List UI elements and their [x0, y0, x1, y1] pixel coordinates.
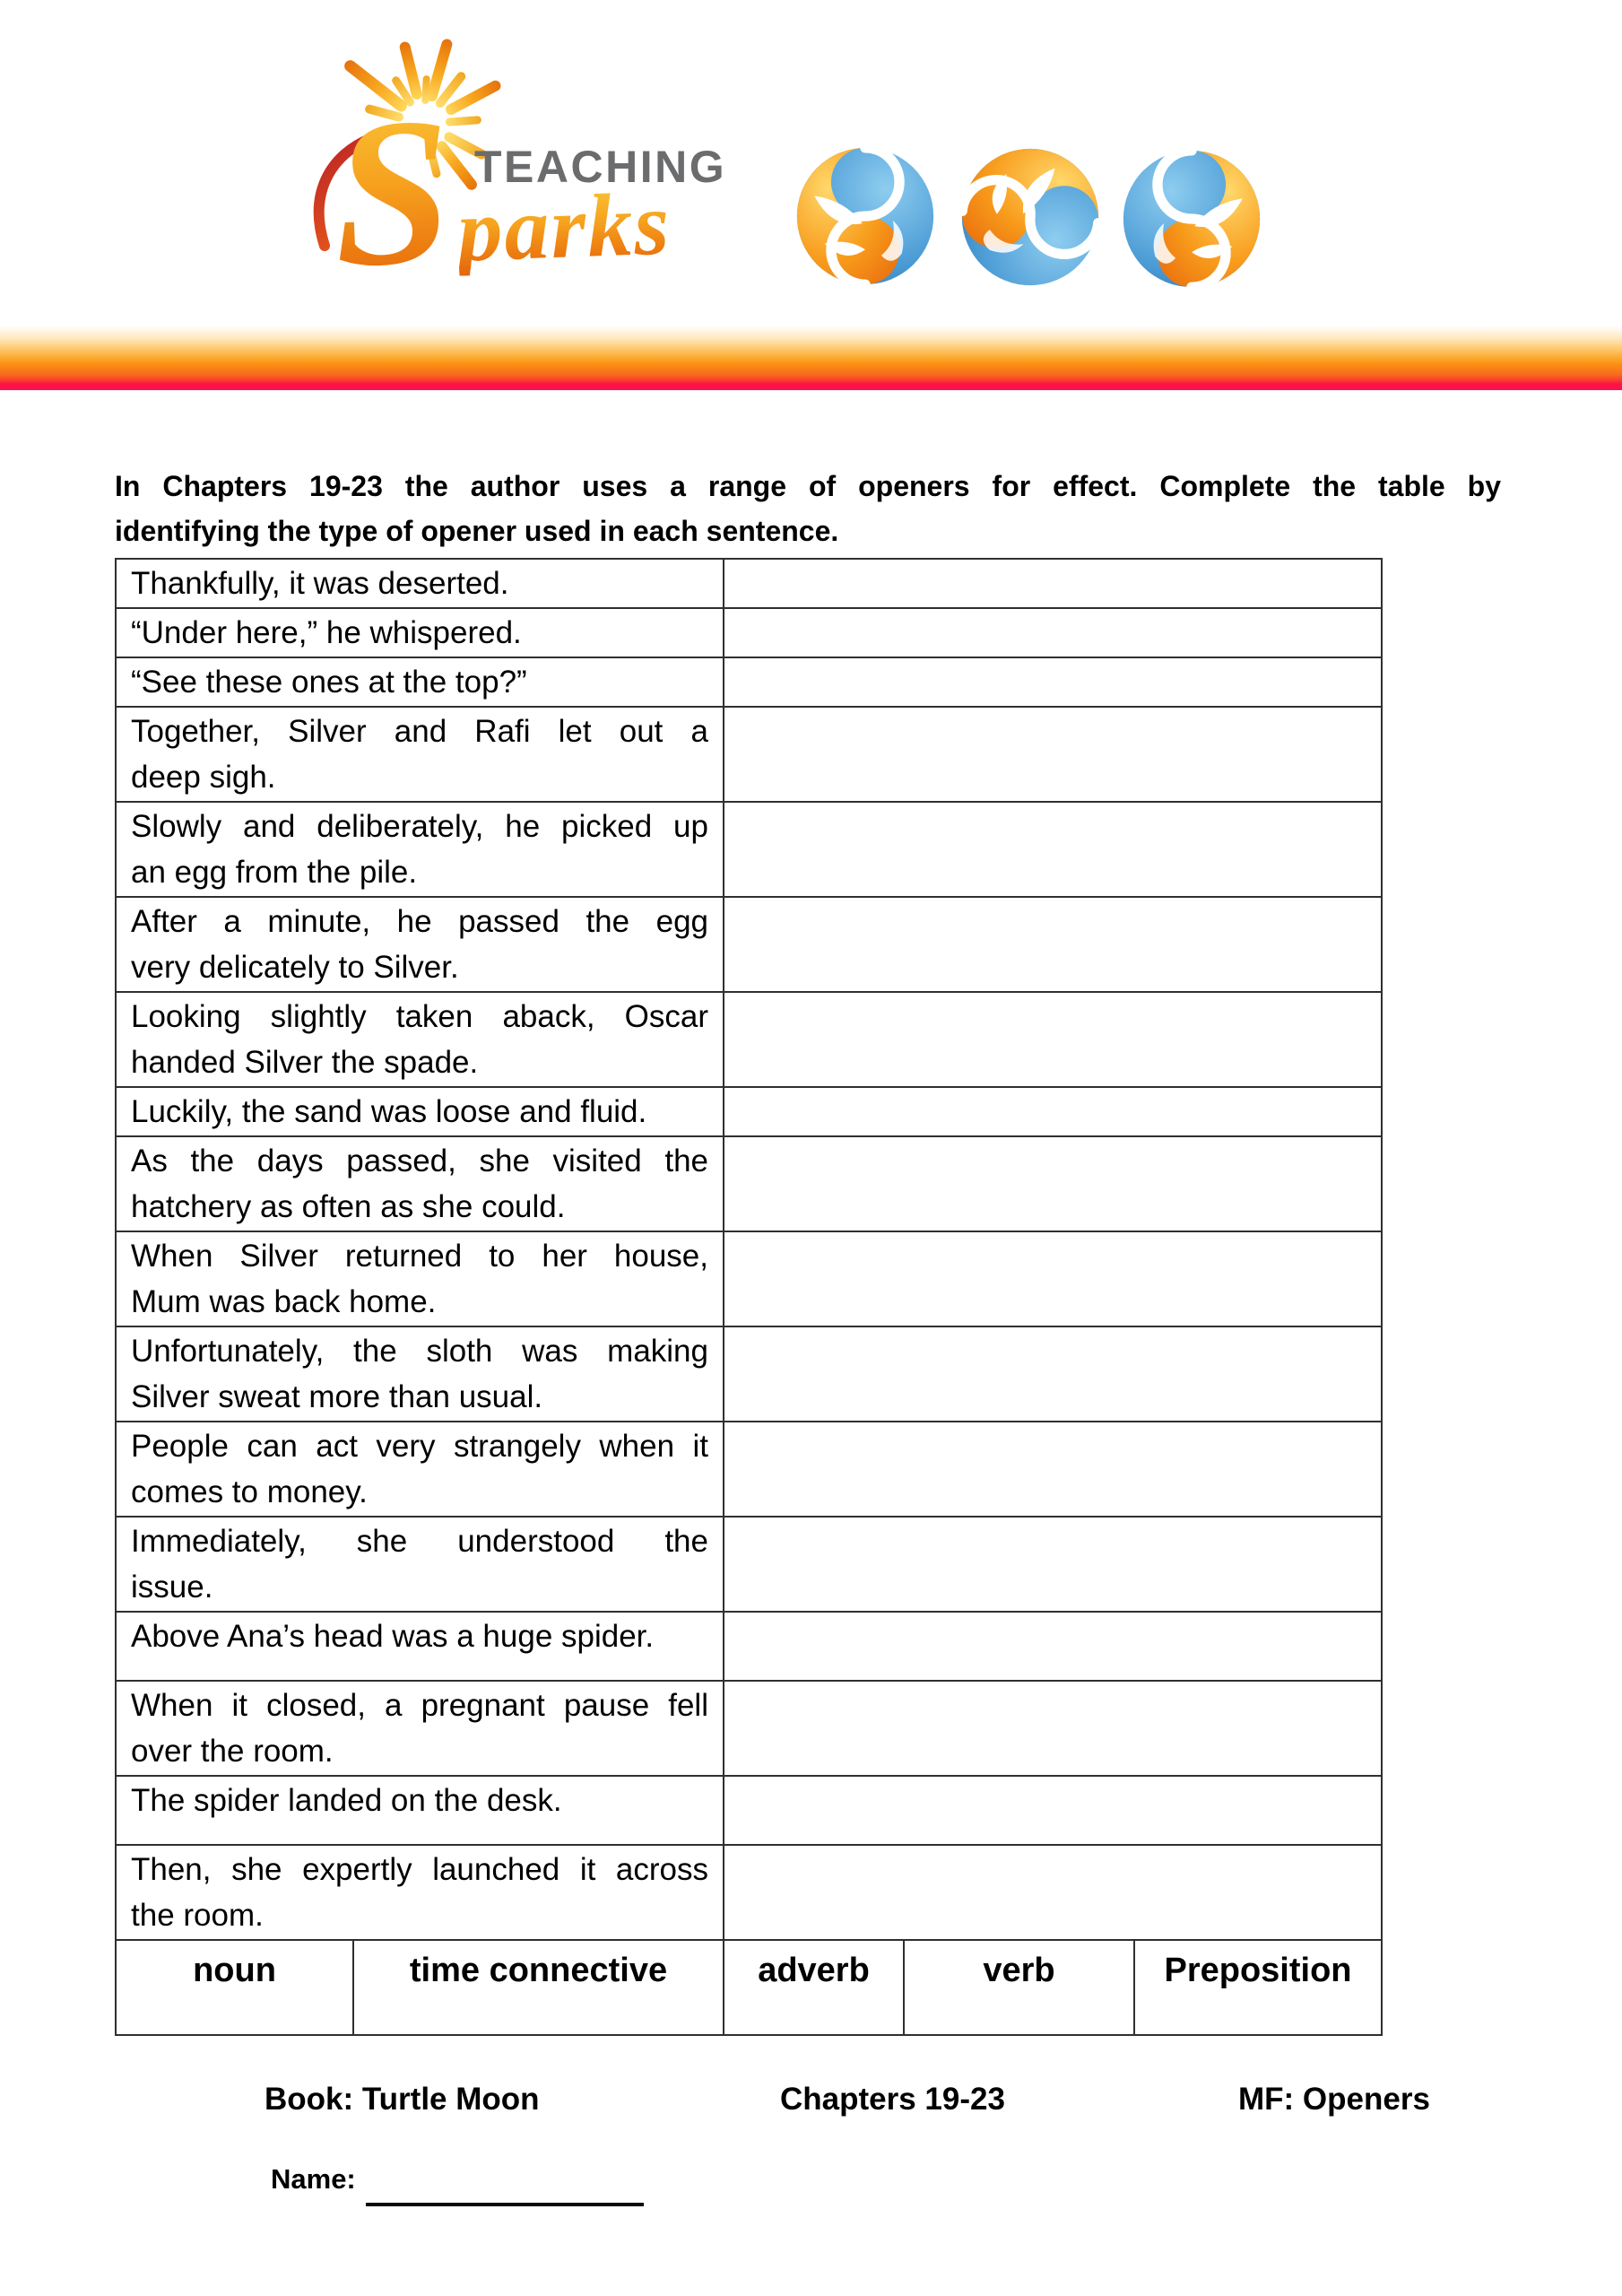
instruction-line-1: In Chapters 19-23 the author uses a range of openers for effect. Complete the table by: [115, 470, 1501, 502]
table-row: [117, 1518, 1381, 1613]
sentence-cell: [117, 1846, 724, 1939]
sentence-cell: [117, 1682, 724, 1775]
answer-cell: [724, 560, 1381, 607]
worksheet-table: [115, 558, 1383, 2036]
word-bank-option: Preposition: [1164, 1952, 1352, 1989]
name-blank-line: [366, 2203, 644, 2206]
sentence-line: “Under here,” he whispered.: [131, 615, 522, 650]
sentence-cell: [117, 993, 724, 1086]
sentence-line: an egg from the pile.: [131, 855, 418, 890]
cell-spacer: [131, 1823, 708, 1843]
sentence-line: issue.: [131, 1570, 213, 1605]
instruction-line-2: identifying the type of opener used in each sentence.: [115, 515, 839, 547]
sentence-line: As the days passed, she visited the: [131, 1144, 708, 1178]
answer-cell: [724, 1137, 1381, 1231]
logo-teaching-text: TEACHING: [474, 142, 727, 192]
sentence-line: Immediately, she understood the: [131, 1524, 708, 1559]
table-row: [117, 1846, 1381, 1941]
sentence-line: Thankfully, it was deserted.: [131, 566, 509, 601]
sentence-line: Slowly and deliberately, he picked up: [131, 809, 708, 844]
sentence-line: very delicately to Silver.: [131, 950, 459, 985]
table-row: [117, 803, 1381, 898]
word-bank-option: time connective: [354, 1941, 724, 2034]
sentence-line: the room.: [131, 1898, 264, 1933]
sentence-cell: [117, 658, 724, 706]
answer-cell: [724, 658, 1381, 706]
sentence-line: “See these ones at the top?”: [131, 665, 527, 700]
flame-water-swirl-icon-1: [793, 144, 938, 289]
word-bank-option: noun: [117, 1941, 354, 2034]
answer-cell: [724, 708, 1381, 801]
sentence-line: Above Ana’s head was a huge spider.: [131, 1619, 655, 1654]
table-row: [117, 993, 1381, 1088]
table-row: [117, 1682, 1381, 1777]
sentence-line: Then, she expertly launched it across: [131, 1852, 708, 1887]
sentence-cell: [117, 1327, 724, 1421]
answer-cell: [724, 1613, 1381, 1680]
word-bank-option: verb: [905, 1941, 1135, 2034]
name-label: Name:: [271, 2163, 356, 2195]
sentence-line: comes to money.: [131, 1474, 368, 1509]
sentence-cell: [117, 708, 724, 801]
sentence-cell: [117, 1422, 724, 1516]
footer-mf-openers: MF: Openers: [1238, 2082, 1430, 2117]
answer-cell: [724, 803, 1381, 896]
footer-chapters: Chapters 19-23: [780, 2082, 1005, 2117]
table-row: [117, 1422, 1381, 1518]
sentence-line: over the room.: [131, 1734, 334, 1769]
sentence-line: Together, Silver and Rafi let out a: [131, 714, 708, 749]
answer-cell: [724, 1327, 1381, 1421]
sentence-cell: [117, 803, 724, 896]
flame-water-swirl-icon-2: [958, 144, 1103, 290]
sentence-line: Unfortunately, the sloth was making: [131, 1334, 708, 1369]
sentence-cell: [117, 1777, 724, 1844]
answer-cell: [724, 993, 1381, 1086]
answer-cell: [724, 609, 1381, 657]
table-row: [117, 1088, 1381, 1137]
sentence-cell: [117, 609, 724, 657]
table-row: [117, 560, 1381, 609]
sentence-line: handed Silver the spade.: [131, 1045, 479, 1080]
table-row: [117, 1613, 1381, 1682]
answer-cell: [724, 1088, 1381, 1135]
sentence-cell: [117, 1518, 724, 1611]
sentence-cell: [117, 560, 724, 607]
table-row: [117, 658, 1381, 708]
sentence-cell: [117, 1232, 724, 1326]
answer-cell: [724, 1846, 1381, 1939]
table-row: [117, 708, 1381, 803]
logo-sparks-rest: parks: [455, 173, 672, 281]
answer-cell: [724, 1422, 1381, 1516]
sentence-line: When Silver returned to her house,: [131, 1239, 708, 1274]
answer-cell: [724, 1682, 1381, 1775]
sentence-line: Mum was back home.: [131, 1284, 437, 1319]
footer-book-title: Book: Turtle Moon: [265, 2082, 540, 2117]
sentence-line: deep sigh.: [131, 760, 276, 795]
sentence-line: The spider landed on the desk.: [131, 1783, 562, 1818]
sentence-line: Luckily, the sand was loose and fluid.: [131, 1094, 647, 1129]
word-bank-row: [117, 1941, 1381, 2034]
cell-spacer: [131, 1659, 708, 1679]
answer-cell: [724, 1777, 1381, 1844]
table-row: [117, 1232, 1381, 1327]
table-row: [117, 1777, 1381, 1846]
sentence-cell: [117, 898, 724, 991]
answer-cell: [724, 898, 1381, 991]
sentence-line: Silver sweat more than usual.: [131, 1379, 543, 1414]
sentence-line: Looking slightly taken aback, Oscar: [131, 999, 708, 1034]
sentence-cell: [117, 1088, 724, 1135]
sentence-cell: [117, 1137, 724, 1231]
flame-water-swirl-icon-3: [1119, 146, 1264, 291]
sentence-line: After a minute, he passed the egg: [131, 904, 708, 939]
sentence-line: People can act very strangely when it: [131, 1429, 708, 1464]
sentence-cell: [117, 1613, 724, 1680]
brand-gradient-band: [0, 326, 1622, 390]
table-row: [117, 1327, 1381, 1422]
sentence-line: hatchery as often as she could.: [131, 1189, 566, 1224]
answer-cell: [724, 1518, 1381, 1611]
word-bank-option: adverb: [724, 1941, 905, 2034]
answer-cell: [724, 1232, 1381, 1326]
instruction-text: [115, 464, 1501, 553]
logo-sparks-initial: S: [329, 74, 455, 311]
table-row: [117, 1137, 1381, 1232]
table-row: [117, 898, 1381, 993]
table-row: [117, 609, 1381, 658]
sentence-line: When it closed, a pregnant pause fell: [131, 1688, 708, 1723]
